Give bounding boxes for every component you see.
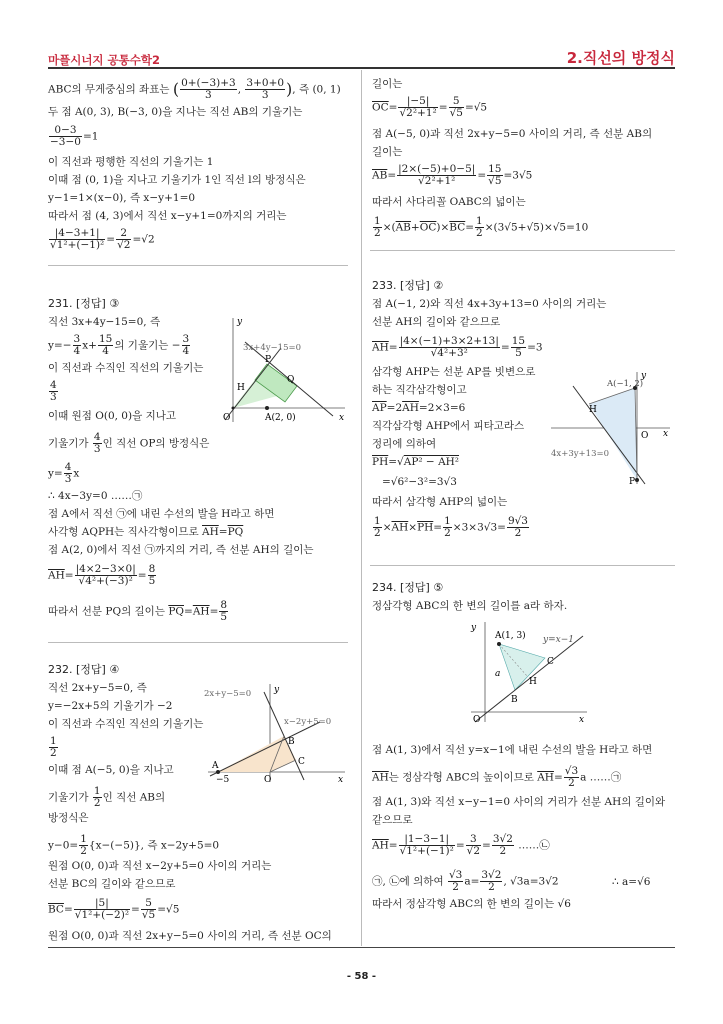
point-o — [232, 407, 235, 410]
label-h: H — [529, 677, 537, 687]
point-a — [497, 642, 501, 646]
line: y−1=1×(x−0), 즉 x−y+1=0 — [48, 192, 196, 204]
line: 이 직선과 수직인 직선의 기울기는 — [48, 718, 204, 730]
line: 이 직선과 수직인 직선의 기울기는 — [48, 362, 204, 374]
line: 이 직선과 평행한 직선의 기울기는 1 — [48, 156, 214, 168]
line: 직선 2x+y−5=0, 즉 — [48, 682, 147, 694]
label-h: H — [237, 383, 245, 393]
line: =√6²−3²=3√3 — [382, 476, 457, 488]
separator — [370, 565, 675, 566]
line: 점 A에서 직선 ㉠에 내린 수선의 발을 H라고 하면 — [48, 508, 275, 520]
line: $\frac{1}{2}$ $\times\overline{AH}\times\overline{PH}=$ $\frac{1}{2}$ ×3×3√3= $\frac{9√3}{2}$ — [374, 515, 528, 539]
line: 점 A(−5, 0)과 직선 2x+y−5=0 사이의 거리, 즉 선분 AB의 — [372, 128, 653, 140]
figure-231 — [215, 312, 350, 430]
line: $\overline{AH}$는 정삼각형 ABC의 높이이므로 $\overline{AH}=$ $\frac{√3}{2}$ a ……㉠ — [372, 765, 622, 789]
label-x: x — [663, 429, 669, 439]
line: $\overline{AH}=$ $\frac{|4\times(-1)+3\times 2+13|}{\text{√4²+3²}}$ = $\frac{15}{5}$ =3 — [372, 335, 543, 359]
label-eq: y=x−1 — [543, 635, 574, 645]
line: $\overline{OC}=$ $\frac{|-5|}{\text{√2²+1²}}$ = $\frac{5}{√5}$ =√5 — [372, 95, 488, 119]
line: y=− $\frac{3}{4}$ x+ $\frac{15}{4}$ 의 기울기는 − $\frac{3}{4}$ — [48, 333, 190, 357]
label-y: y — [471, 623, 477, 633]
label-eq: 3x+4y−15=0 — [243, 343, 302, 353]
label-a: A — [212, 761, 219, 771]
label-o: O — [473, 715, 481, 725]
label-minus5: −5 — [216, 775, 230, 785]
figure-234 — [465, 618, 595, 728]
line: 길이는 — [372, 78, 403, 90]
point-p — [635, 478, 639, 482]
label-b: B — [288, 737, 295, 747]
chapter-title: 2.직선의 방정식 — [566, 49, 675, 67]
header-rule — [48, 67, 675, 69]
line: $\frac{4}{3}$ — [50, 379, 57, 403]
book-title: 마플시너지 공통수학2 — [48, 53, 160, 67]
line: y=−2x+5의 기울기가 −2 — [48, 700, 173, 712]
line: 원점 O(0, 0)과 직선 2x+y−5=0 사이의 거리, 즉 선분 OC의 — [48, 930, 332, 942]
label-x: x — [339, 413, 345, 423]
line: 따라서 삼각형 AHP의 넓이는 — [372, 496, 508, 508]
line: 선분 AH의 길이와 같으므로 — [372, 316, 501, 328]
label-x: x — [338, 775, 344, 785]
line: 정리에 의하여 — [372, 438, 437, 450]
line: 점 A(2, 0)에서 직선 ㉠까지의 거리, 즉 선분 AH의 길이는 — [48, 544, 314, 556]
line: $\overline{AP}=2\overline{AH}=2\times 3=6$ — [372, 402, 466, 414]
separator — [48, 265, 348, 266]
triangle-abc — [499, 644, 545, 690]
label-p: P — [265, 355, 272, 365]
label-eq: 4x+3y+13=0 — [551, 449, 610, 459]
line: ∴ a=√6 — [612, 876, 651, 888]
label-y: y — [237, 317, 243, 327]
line: 이때 점 (0, 1)을 지나고 기울기가 1인 직선 l의 방정식은 — [48, 174, 306, 186]
line: 기울기가 $\frac{4}{3}$ 인 직선 OP의 방정식은 — [48, 431, 210, 455]
label-a: A(2, 0) — [265, 413, 296, 423]
line: 따라서 사다리꼴 OABC의 넓이는 — [372, 196, 526, 208]
line: 이때 원점 O(0, 0)을 지나고 — [48, 410, 176, 422]
line: 같으므로 — [372, 814, 413, 826]
line: 이때 점 A(−5, 0)을 지나고 — [48, 764, 174, 776]
separator — [48, 642, 348, 643]
line: 선분 BC의 길이와 같으므로 — [48, 878, 176, 890]
line: 기울기가 $\frac{1}{2}$ 인 직선 AB의 — [48, 785, 166, 809]
line: 정삼각형 ABC의 한 변의 길이를 a라 하자. — [372, 600, 568, 612]
line: $\overline{PH}=√AP^2 - AH^2$ — [372, 456, 460, 468]
label-o: O — [264, 775, 272, 785]
line: $\overline{AH}=$ $\frac{|1-3-1|}{\text{√1²+(−1)²}}$ = $\frac{3}{√2}$ = $\frac{3√2}{2}$ ……㉡ — [372, 833, 550, 857]
label-a: A(−1, 2) — [607, 379, 644, 389]
label-h: H — [589, 405, 597, 415]
line: 원점 O(0, 0)과 직선 x−2y+5=0 사이의 거리는 — [48, 860, 272, 872]
figure-232 — [200, 680, 350, 785]
line: ABC의 무게중심의 좌표는 ( $\frac{0+(-3)+3}{3}$ , $\frac{3+0+0}{3}$ ), 즉 (0, 1) — [48, 77, 341, 101]
answer-title: 233. [정답] ② — [372, 279, 444, 292]
answer-title: 234. [정답] ⑤ — [372, 581, 444, 594]
line: 점 A(−1, 2)와 직선 4x+3y+13=0 사이의 거리는 — [372, 298, 607, 310]
line: $\frac{1}{2}$ $\times(\overline{AB}+\overline{OC})\times\overline{BC}=$ $\frac{1}{2}$ ×(3√5+√5)×√5=10 — [374, 215, 589, 239]
line: $\frac{|4-3+1|}{\text{√1²+(−1)²}}$ = $\frac{2}{√2}$ =√2 — [50, 227, 155, 251]
line: 따라서 정삼각형 ABC의 한 변의 길이는 √6 — [372, 898, 571, 910]
label-eq2: x−2y+5=0 — [284, 717, 332, 727]
label-c: C — [298, 757, 305, 767]
label-q: Q — [287, 375, 295, 385]
line: $\frac{0-3}{-3-0}$ =1 — [50, 124, 99, 148]
label-a: A(1, 3) — [495, 631, 526, 641]
label-c: C — [547, 657, 554, 667]
label-o: O — [641, 431, 649, 441]
line: 삼각형 AHP는 선분 AP를 빗변으로 — [372, 366, 536, 378]
line: 사각형 AQPH는 직사각형이므로 $\overline{AH}=\overline{PQ}$ — [48, 526, 244, 538]
line: 방정식은 — [48, 812, 89, 824]
footer-rule — [48, 947, 675, 948]
line: $\overline{AB}=$ $\frac{|2\times(-5)+0-5|}{\text{√2²+1²}}$ = $\frac{15}{√5}$ =3√5 — [372, 163, 533, 187]
separator — [370, 250, 675, 251]
line: 직각삼각형 AHP에서 피타고라스 — [372, 420, 525, 432]
line: y−0= $\frac{1}{2}$ {x−(−5)}, 즉 x−2y+5=0 — [48, 833, 220, 857]
label-x: x — [579, 715, 585, 725]
line: 점 A(1, 3)에서 직선 y=x−1에 내린 수선의 발을 H라고 하면 — [372, 744, 653, 756]
line: y= $\frac{4}{3}$ x — [48, 461, 80, 485]
line: 직선 3x+4y−15=0, 즉 — [48, 316, 161, 328]
line: $\overline{AH}=$ $\frac{|4\times 2-3\times 0|}{\text{√4²+(−3)²}}$ = $\frac{8}{5}$ — [48, 563, 156, 587]
label-y: y — [641, 371, 647, 381]
page-number: - 58 - — [346, 971, 377, 982]
line: ∴ 4x−3y=0 ……㉠ — [48, 490, 143, 502]
line: $\overline{BC}=$ $\frac{|5|}{\text{√1²+(−2)²}}$ = $\frac{5}{√5}$ =√5 — [48, 897, 180, 921]
column-divider — [361, 70, 362, 946]
line: ㉠, ㉡에 의하여 $\frac{√3}{2}$ a= $\frac{3√2}{2}$ , √3a=3√2 — [372, 869, 559, 893]
line: 두 점 A(0, 3), B(−3, 0)을 지나는 직선 AB의 기울기는 — [48, 106, 303, 118]
line: 따라서 선분 PQ의 길이는 $\overline{PQ}=\overline{AH}=$ $\frac{8}{5}$ — [48, 599, 228, 623]
line: 점 A(1, 3)와 직선 x−y−1=0 사이의 거리가 선분 AH의 길이와 — [372, 796, 666, 808]
label-side-a: a — [495, 669, 501, 679]
label-o: O — [223, 413, 231, 423]
label-eq1: 2x+y−5=0 — [204, 689, 252, 699]
answer-title: 231. [정답] ③ — [48, 297, 120, 310]
figure-233 — [545, 368, 675, 488]
line: 하는 직각삼각형이고 — [372, 384, 467, 396]
line: $\frac{1}{2}$ — [50, 735, 57, 759]
point-a — [265, 406, 269, 410]
answer-title: 232. [정답] ④ — [48, 663, 120, 676]
label-b: B — [511, 695, 518, 705]
label-y: y — [274, 685, 280, 695]
label-p: P — [629, 477, 636, 487]
line: 따라서 점 (4, 3)에서 직선 x−y+1=0까지의 거리는 — [48, 210, 287, 222]
line: 길이는 — [372, 146, 403, 158]
